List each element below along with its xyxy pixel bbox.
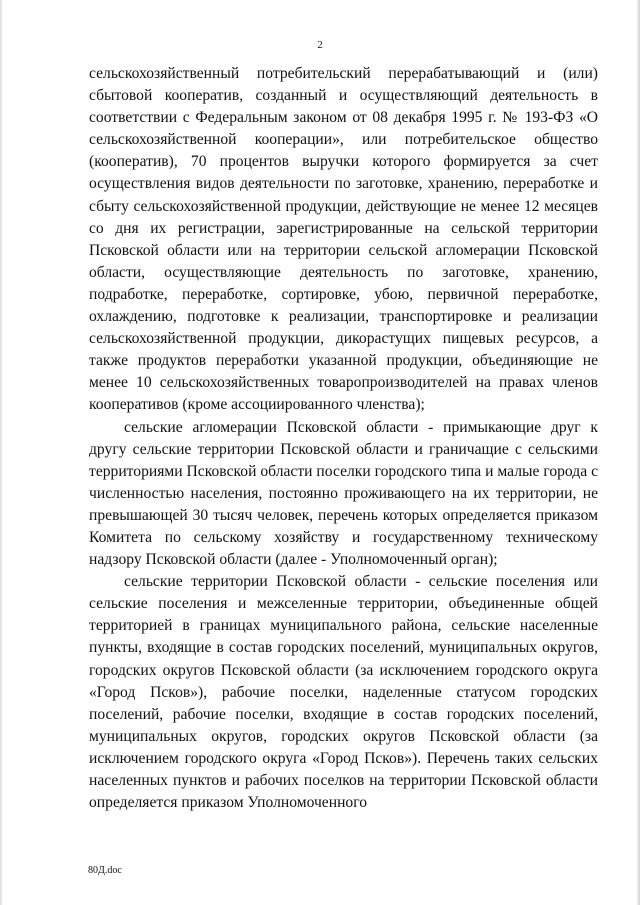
document-body [89,63,598,814]
footer-filename: 80Д.doc [88,865,122,876]
scan-edge-right [636,0,640,905]
paragraph-rural-territories: сельские территории Псковской области - сельские поселения или сельские поселения и межселенные территории, объединенные общей территорией в границах муниципального района, сельские населенные пункты, входящие в состав городских поселений, муниципальных округов, городских округов Псковской области (за исключением городского округа «Город Псков»), рабочие поселки, наделенные статусом городских поселений, рабочие поселки, входящие в состав городских поселений, муниципальных округов, городских округов Псковской области (за исключением городского округа «Город Псков»). Перечень таких сельских населенных пунктов и рабочих поселков на территории Псковской области определяется приказом Уполномоченного [89,573,598,812]
paragraph-rural-agglomerations: сельские агломерации Псковской области - примыкающие друг к другу сельские территории Псковской области и граничащие с сельскими территориями Псковской области поселки городского типа и малые города с численностью населения, постоянно проживающего на их территории, не превышающей 30 тысяч человек, перечень которых определяется приказом Комитета по сельскому хозяйству и государственному техническому надзору Псковской области (далее - Уполномоченный орган); [89,418,598,569]
page-number: 2 [317,39,323,51]
paragraph-cooperative-definition: сельскохозяйственный потребительский перерабатывающий и (или) сбытовой кооператив, созданный и осуществляющий деятельность в соответствии с Федеральным законом от 08 декабря 1995 г. № 193-ФЗ «О сельскохозяйственной кооперации», или потребительское общество (кооператив), 70 процентов выручки которого формируется за счет осуществления видов деятельности по заготовке, хранению, переработке и сбыту сельскохозяйственной продукции, действующие не менее 12 месяцев со дня их регистрации, зарегистрированные на сельской территории Псковской области или на территории сельской агломерации Псковской области, осуществляющие деятельность по заготовке, хранению, подработке, переработке, сортировке, убою, первичной переработке, охлаждению, подготовке к реализации, транспортировке и реализации сельскохозяйственной продукции, дикорастущих пищевых ресурсов, а также продуктов переработки указанной продукции, объединяющие не менее 10 сельскохозяйственных товаропроизводителей на правах членов кооперативов (кроме ассоциированного членства); [89,65,598,414]
scan-edge-left [0,0,3,905]
